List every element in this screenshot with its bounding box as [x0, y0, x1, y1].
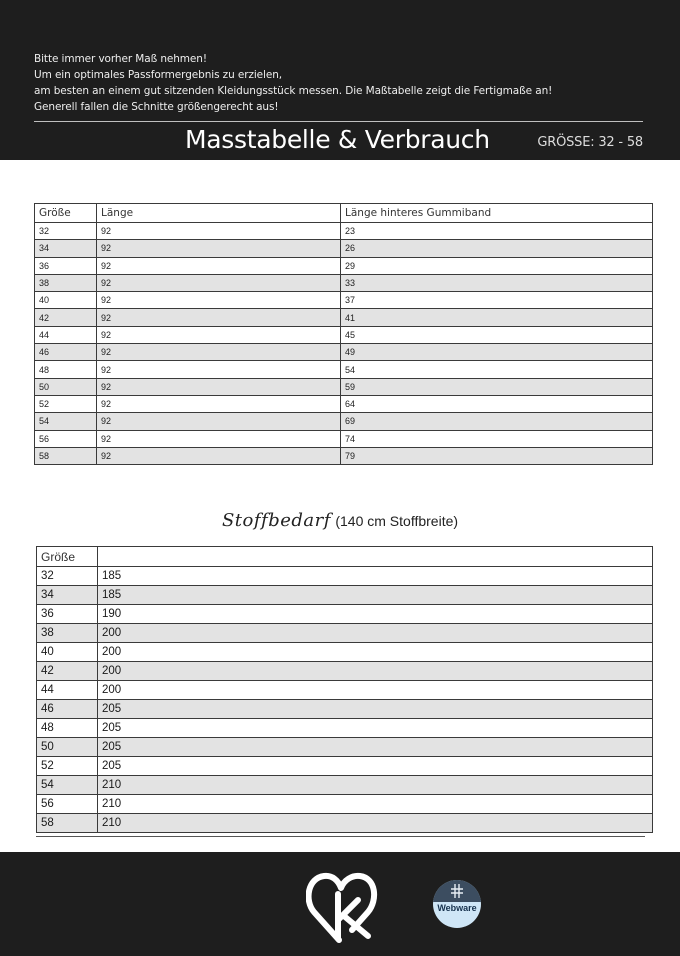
table-cell: 92: [97, 274, 341, 291]
table-row: [37, 567, 653, 586]
table-cell: 92: [97, 447, 341, 464]
table-cell: 92: [97, 309, 341, 326]
table-cell: 210: [98, 814, 653, 833]
table-cell: 92: [97, 413, 341, 430]
table-cell: 48: [35, 361, 97, 378]
table-cell: 44: [37, 681, 98, 700]
table-row: [37, 662, 653, 681]
table-cell: 54: [35, 413, 97, 430]
table-cell: 46: [35, 344, 97, 361]
table-cell: 185: [98, 586, 653, 605]
note-line: Um ein optimales Passformergebnis zu erzielen,: [34, 69, 283, 81]
content-bottom-divider: [36, 836, 645, 837]
table-cell: 205: [98, 719, 653, 738]
table-row: [37, 605, 653, 624]
column-header-length: Länge: [97, 204, 341, 223]
table-cell: 92: [97, 257, 341, 274]
column-header-elastic-length: Länge hinteres Gummiband: [341, 204, 653, 223]
table-cell: 29: [341, 257, 653, 274]
footer-band: [0, 852, 680, 956]
header-band: [0, 0, 680, 160]
table-cell: 50: [35, 378, 97, 395]
table-row: [35, 447, 653, 464]
table-cell: 58: [37, 814, 98, 833]
table-row: [37, 643, 653, 662]
table-cell: 33: [341, 274, 653, 291]
table-cell: 38: [37, 624, 98, 643]
table-cell: 52: [35, 395, 97, 412]
table-cell: 56: [35, 430, 97, 447]
table-row: [37, 757, 653, 776]
table-cell: 42: [35, 309, 97, 326]
table-cell: 38: [35, 274, 97, 291]
table-row: [35, 274, 653, 291]
table-row: [37, 814, 653, 833]
table-cell: 200: [98, 624, 653, 643]
table-cell: 92: [97, 240, 341, 257]
table-cell: 185: [98, 567, 653, 586]
note-line: Generell fallen die Schnitte größengerecht aus!: [34, 101, 279, 113]
table-row: [35, 326, 653, 343]
table-cell: 40: [35, 292, 97, 309]
table-cell: 200: [98, 681, 653, 700]
size-range-label: GRÖSSE: 32 - 58: [537, 135, 643, 150]
table-cell: 44: [35, 326, 97, 343]
fabric-table: [36, 546, 653, 833]
table-cell: 92: [97, 430, 341, 447]
table-row: [35, 309, 653, 326]
table-row: [35, 344, 653, 361]
measurement-table: [34, 203, 653, 465]
table-cell: 45: [341, 326, 653, 343]
table-cell: 36: [37, 605, 98, 624]
table-row: [35, 292, 653, 309]
note-line: Bitte immer vorher Maß nehmen!: [34, 53, 207, 65]
table-cell: 54: [341, 361, 653, 378]
table-header-row: [37, 547, 653, 567]
table-row: [37, 700, 653, 719]
table-cell: 210: [98, 795, 653, 814]
column-header-size: Größe: [35, 204, 97, 223]
table-row: [37, 624, 653, 643]
fabric-requirement-heading: [0, 510, 680, 531]
table-cell: 56: [37, 795, 98, 814]
table-cell: 32: [37, 567, 98, 586]
table-cell: 41: [341, 309, 653, 326]
table-cell: 92: [97, 326, 341, 343]
table-cell: 34: [37, 586, 98, 605]
note-line: am besten an einem gut sitzenden Kleidungsstück messen. Die Maßtabelle zeigt die Fertigmaße an!: [34, 85, 553, 97]
table-row: [35, 223, 653, 240]
table-row: [37, 738, 653, 757]
heart-k-logo-icon: [306, 864, 378, 944]
table-cell: 46: [37, 700, 98, 719]
hashtag-grid-icon: [450, 883, 464, 899]
table-cell: 52: [37, 757, 98, 776]
table-header-row: [35, 204, 653, 223]
table-row: [35, 361, 653, 378]
table-row: [37, 719, 653, 738]
badge-label: Webware: [437, 903, 477, 913]
table-cell: 210: [98, 776, 653, 795]
column-header-size: Größe: [37, 547, 98, 567]
table-row: [37, 776, 653, 795]
table-cell: 34: [35, 240, 97, 257]
table-row: [35, 430, 653, 447]
table-row: [35, 395, 653, 412]
table-cell: 58: [35, 447, 97, 464]
table-cell: 50: [37, 738, 98, 757]
table-cell: 42: [37, 662, 98, 681]
table-cell: 190: [98, 605, 653, 624]
table-cell: 32: [35, 223, 97, 240]
table-row: [35, 257, 653, 274]
table-cell: 92: [97, 378, 341, 395]
table-cell: 37: [341, 292, 653, 309]
table-cell: 92: [97, 292, 341, 309]
table-cell: 205: [98, 700, 653, 719]
measurement-notes: [34, 51, 644, 115]
table-cell: 200: [98, 662, 653, 681]
table-row: [37, 681, 653, 700]
table-cell: 23: [341, 223, 653, 240]
table-cell: 92: [97, 344, 341, 361]
table-cell: 74: [341, 430, 653, 447]
table-cell: 59: [341, 378, 653, 395]
fabric-width-note: (140 cm Stoffbreite): [335, 513, 459, 529]
table-cell: 205: [98, 757, 653, 776]
webware-badge: [433, 880, 481, 928]
table-row: [37, 795, 653, 814]
table-cell: 92: [97, 395, 341, 412]
table-cell: 48: [37, 719, 98, 738]
table-cell: 36: [35, 257, 97, 274]
table-cell: 40: [37, 643, 98, 662]
table-cell: 92: [97, 223, 341, 240]
column-header-amount: [98, 547, 653, 567]
table-row: [35, 413, 653, 430]
fabric-heading-script: Stoffbedarf: [221, 510, 331, 531]
table-cell: 64: [341, 395, 653, 412]
table-cell: 79: [341, 447, 653, 464]
table-cell: 205: [98, 738, 653, 757]
table-cell: 54: [37, 776, 98, 795]
table-cell: 26: [341, 240, 653, 257]
table-row: [35, 240, 653, 257]
table-cell: 200: [98, 643, 653, 662]
table-cell: 92: [97, 361, 341, 378]
table-cell: 69: [341, 413, 653, 430]
table-cell: 49: [341, 344, 653, 361]
table-row: [37, 586, 653, 605]
table-row: [35, 378, 653, 395]
page-title: Masstabelle & Verbrauch: [185, 125, 490, 154]
